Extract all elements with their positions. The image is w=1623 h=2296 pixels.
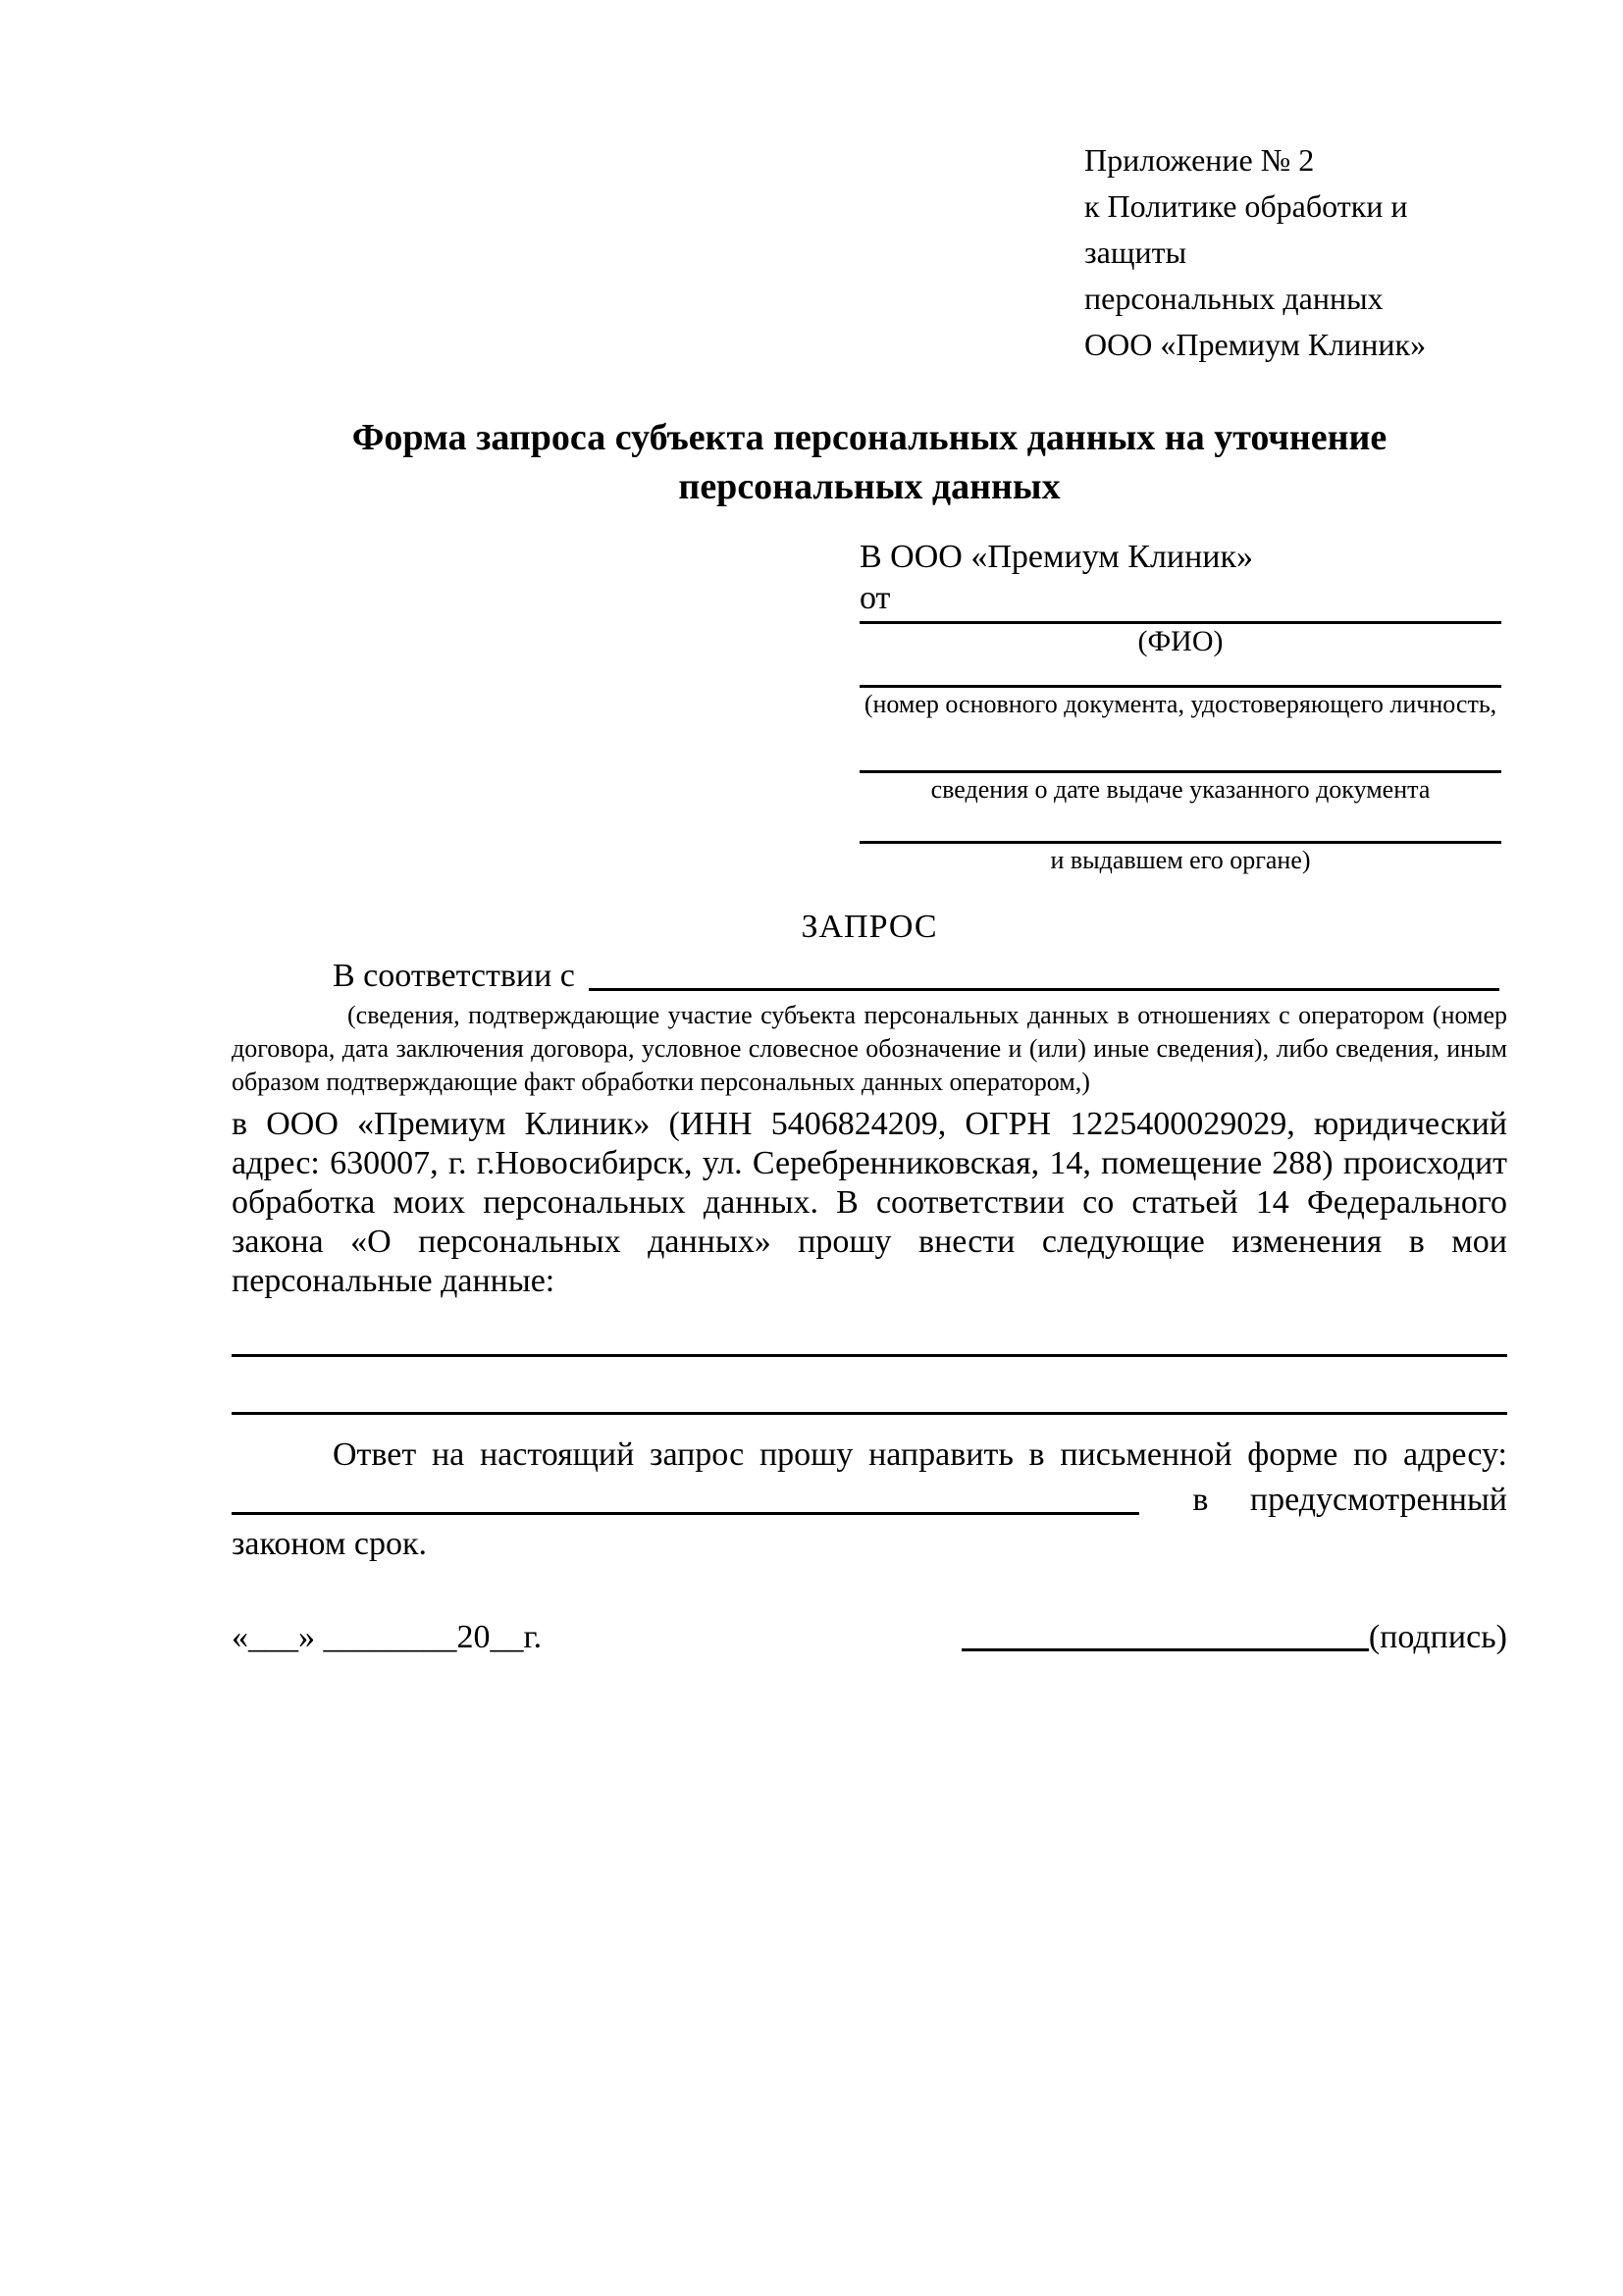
fio-field: [860, 619, 1501, 659]
footer-row: [232, 1617, 1507, 1658]
reply-address-fill-line: [232, 1510, 1139, 1515]
addressee-to: В ООО «Премиум Клиник»: [860, 539, 1254, 575]
addressee-from-label: от: [860, 580, 891, 616]
request-body: в ООО «Премиум Клиник» (ИНН 5406824209, ОГРН 1225400029029, юридический адрес: 630007, г. г.Новосибирск, ул. Серебренниковская, 14, помещение 288) происходит обработка моих персональных данных. В соответствии со статьей 14 Федерального закона «О персональных данных» прошу внести следующие изменения в мои персональные данные:: [232, 1106, 1507, 1299]
appendix-line: ООО «Премиум Клиник»: [1084, 327, 1427, 362]
appendix-note: [1084, 137, 1507, 368]
changes-fill-line-2: [232, 1410, 1507, 1415]
changes-fill-line-1: [232, 1352, 1507, 1357]
document-title: Форма запроса субъекта персональных данных на уточнение персональных данных: [351, 417, 1387, 507]
signature-caption: (подпись): [1368, 1619, 1507, 1655]
issuing-authority-caption: и выдавшем его органе): [1050, 846, 1311, 874]
signature-fill-line: [962, 1646, 1369, 1651]
reply-term-line: законом срок.: [232, 1526, 427, 1562]
basis-prefix: В соответствии с: [333, 958, 575, 994]
basis-footnote: (сведения, подтверждающие участие субъекта персональных данных в отношениях с оператором (номер договора, дата заключения договора, условное словесное обозначение и (или) иные сведения), либо сведения, иным образом подтверждающие факт обработки персональных данных оператором,): [232, 1001, 1507, 1096]
appendix-line: персональных данных: [1084, 281, 1384, 316]
reply-request-line: Ответ на настоящий запрос прошу направить в письменной форме по адресу:: [333, 1436, 1507, 1473]
basis-row: [232, 956, 1507, 997]
date-blank: «___» ________20__г.: [232, 1619, 543, 1655]
appendix-line: Приложение № 2: [1084, 142, 1315, 178]
basis-fill-line: [589, 986, 1499, 991]
appendix-line: к Политике обработки и защиты: [1084, 188, 1408, 270]
issue-date-caption: сведения о дате выдаче указанного документа: [930, 775, 1431, 804]
document-number-caption: (номер основного документа, удостоверяющего личность,: [864, 690, 1497, 718]
reply-address-row: [232, 1480, 1507, 1521]
issuing-authority-field: [860, 839, 1501, 877]
reply-tail-text: в предусмотренный: [1192, 1482, 1507, 1518]
addressee-block: [860, 537, 1501, 877]
document-number-field: [860, 683, 1501, 721]
fio-caption: (ФИО): [1137, 625, 1224, 657]
signature-group: [962, 1617, 1507, 1658]
issue-date-field: [860, 768, 1501, 807]
request-heading: ЗАПРОС: [801, 909, 938, 945]
